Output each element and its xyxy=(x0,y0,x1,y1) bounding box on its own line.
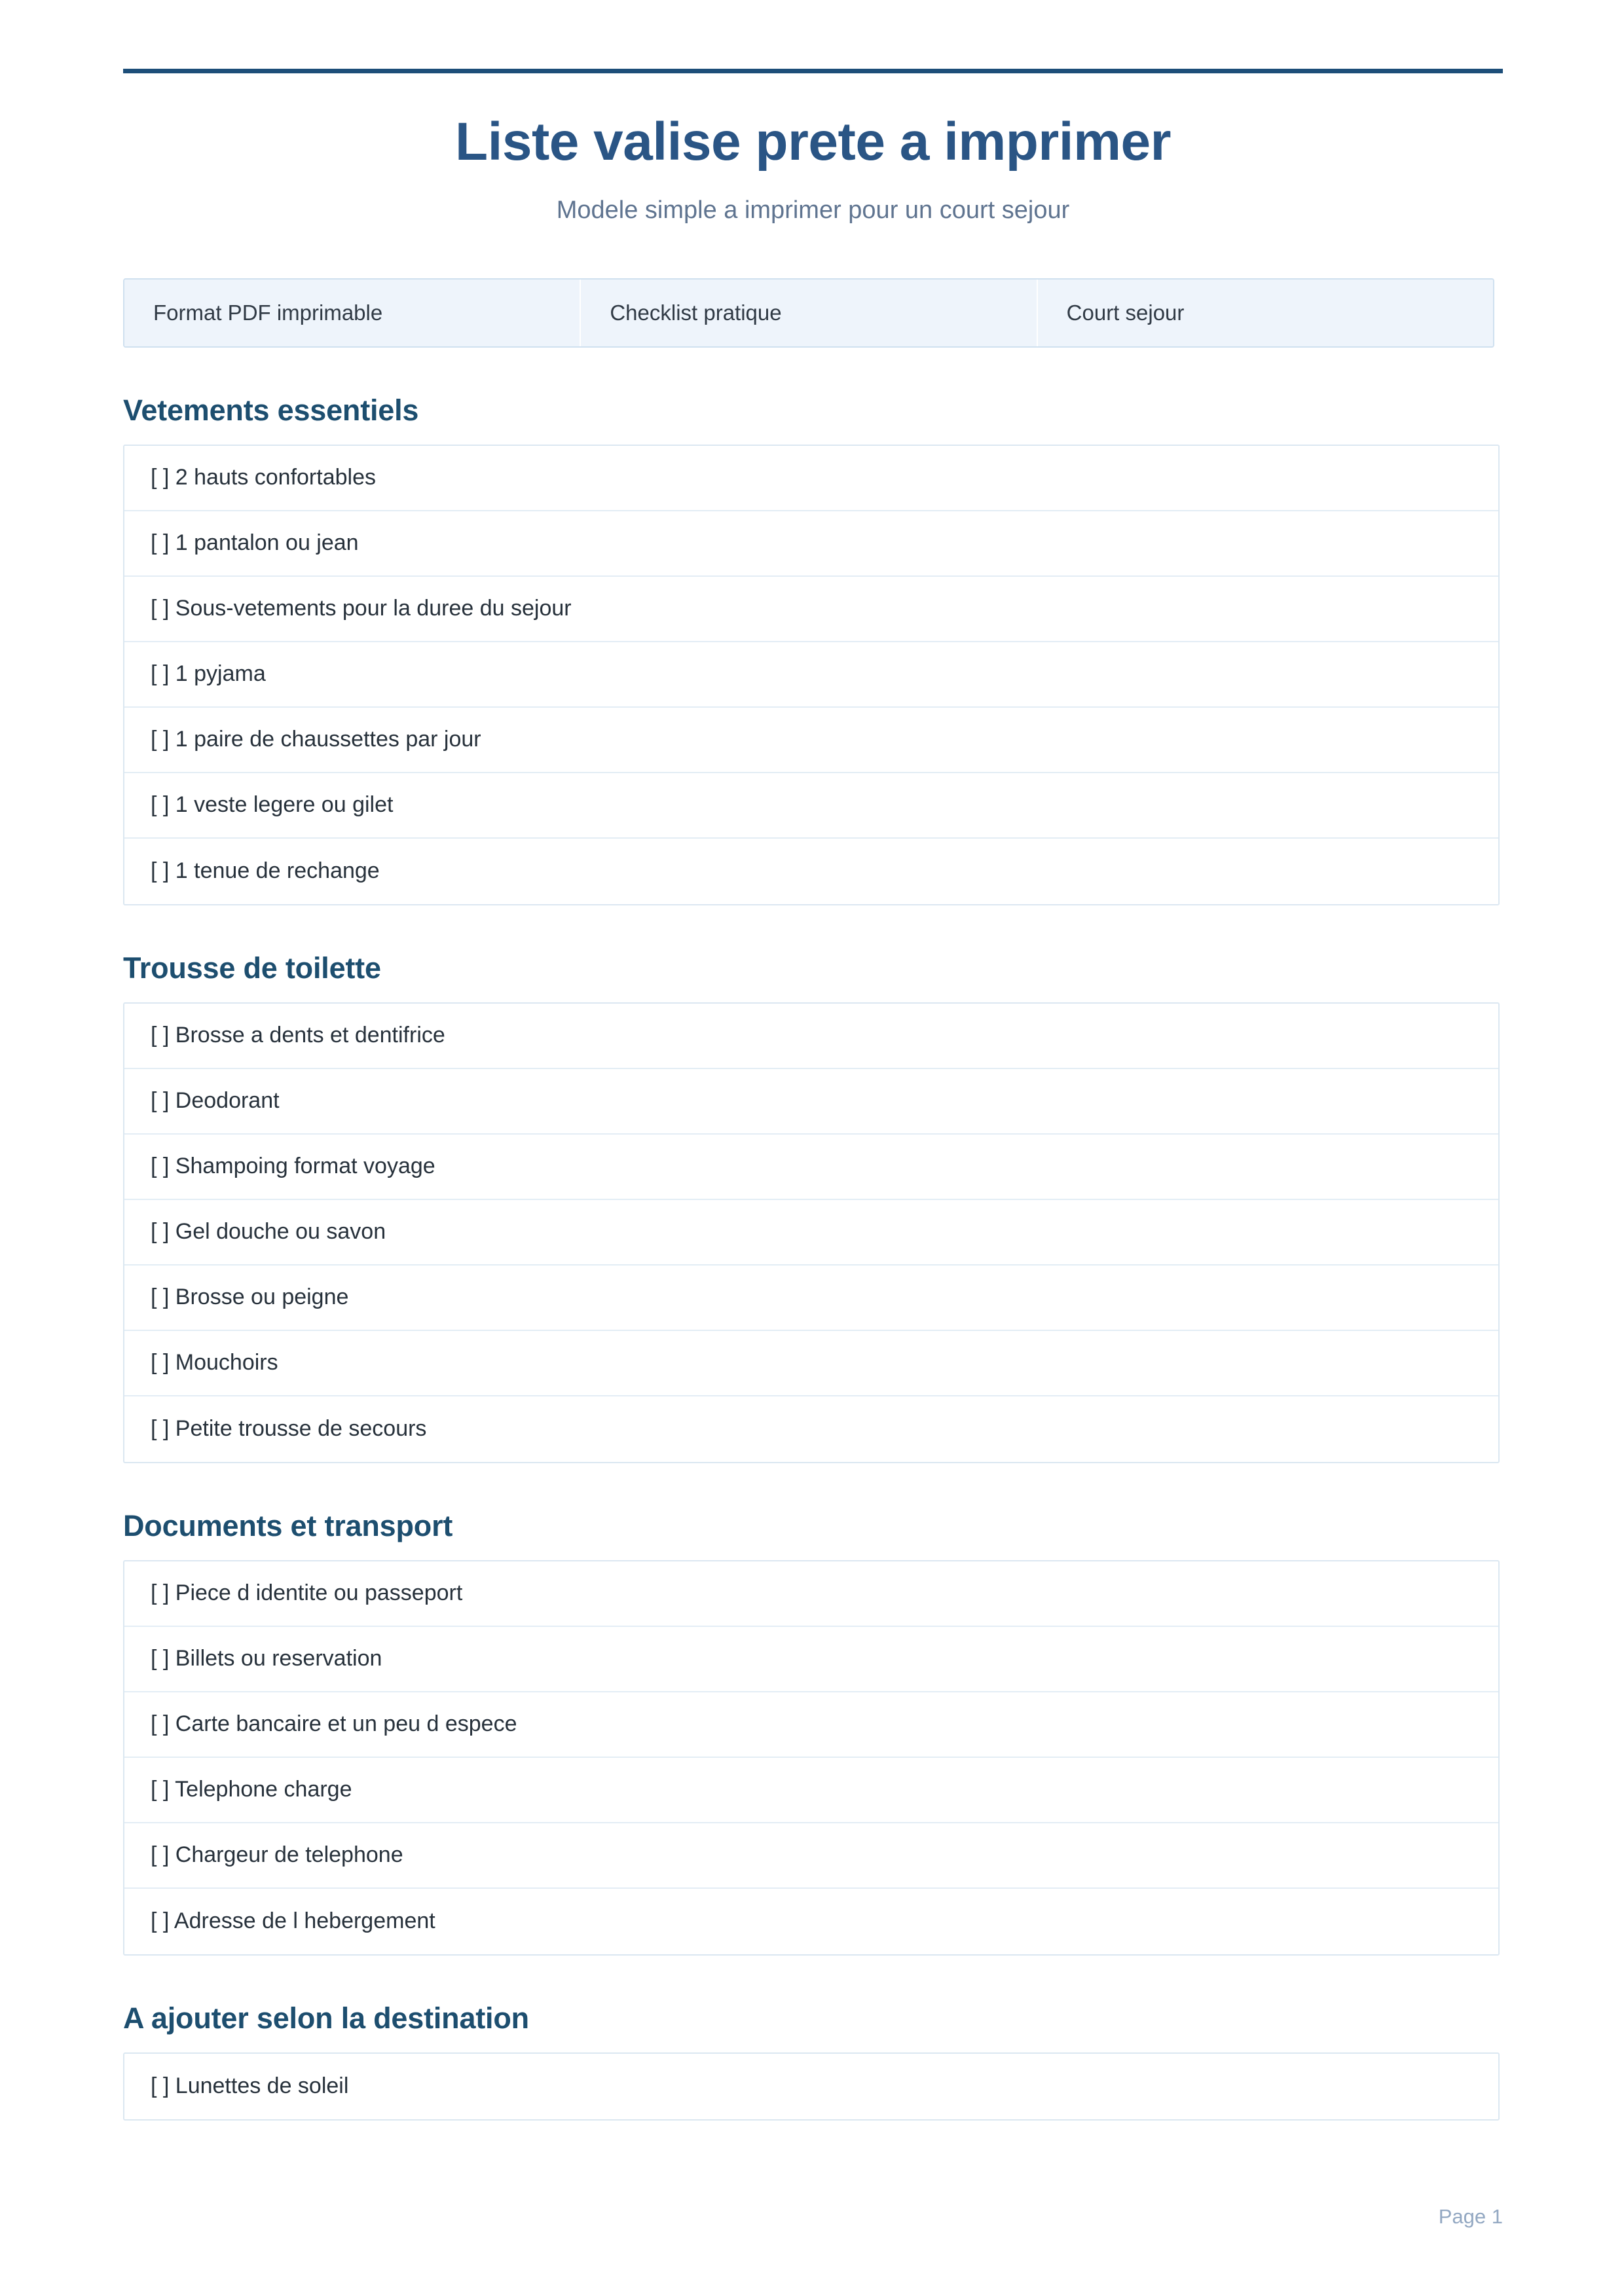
meta-badge-checklist xyxy=(581,280,1037,346)
checklist-item-label: [ ] Petite trousse de secours xyxy=(151,1416,427,1442)
document-footer xyxy=(123,2205,1503,2229)
section-heading: Vetements essentiels xyxy=(123,393,419,427)
section-trousse-de-toilette xyxy=(123,951,1503,1463)
checklist-row[interactable] xyxy=(124,1069,1498,1135)
section-heading: Trousse de toilette xyxy=(123,951,381,985)
checklist-item-label: [ ] Telephone charge xyxy=(151,1777,352,1802)
checklist-table xyxy=(123,445,1500,905)
meta-badge-format xyxy=(124,280,581,346)
checklist-item-label: [ ] Brosse ou peigne xyxy=(151,1285,349,1310)
page-subtitle: Modele simple a imprimer pour un court sejour xyxy=(556,196,1070,225)
checklist-row[interactable] xyxy=(124,1266,1498,1331)
section-heading: A ajouter selon la destination xyxy=(123,2001,529,2035)
checklist-row[interactable] xyxy=(124,708,1498,773)
checklist-row[interactable] xyxy=(124,2054,1498,2119)
page-content xyxy=(123,0,1503,2121)
meta-badge-row xyxy=(123,278,1494,348)
checklist-row[interactable] xyxy=(124,1004,1498,1069)
checklist-table xyxy=(123,1002,1500,1463)
checklist-row[interactable] xyxy=(124,839,1498,904)
checklist-row[interactable] xyxy=(124,1692,1498,1758)
section-documents-et-transport xyxy=(123,1509,1503,1956)
meta-badge-label: Format PDF imprimable xyxy=(153,300,383,325)
checklist-item-label: [ ] Deodorant xyxy=(151,1088,280,1114)
checklist-row[interactable] xyxy=(124,642,1498,708)
checklist-row[interactable] xyxy=(124,577,1498,642)
checklist-item-label: [ ] 1 veste legere ou gilet xyxy=(151,792,394,818)
checklist-table xyxy=(123,1560,1500,1956)
checklist-item-label: [ ] Sous-vetements pour la duree du sejour xyxy=(151,596,572,621)
checklist-row[interactable] xyxy=(124,1561,1498,1627)
checklist-item-label: [ ] 1 paire de chaussettes par jour xyxy=(151,727,481,752)
checklist-item-label: [ ] Adresse de l hebergement xyxy=(151,1908,435,1934)
checklist-row[interactable] xyxy=(124,1331,1498,1396)
checklist-item-label: [ ] Mouchoirs xyxy=(151,1350,278,1376)
meta-badge-duration xyxy=(1038,280,1493,346)
document-header xyxy=(123,114,1503,227)
checklist-item-label: [ ] 1 pantalon ou jean xyxy=(151,530,359,556)
meta-badge-label: Court sejour xyxy=(1066,300,1185,325)
section-a-ajouter-selon-la-destination xyxy=(123,2001,1503,2121)
checklist-row[interactable] xyxy=(124,1889,1498,1954)
checklist-item-label: [ ] 1 tenue de rechange xyxy=(151,858,380,884)
checklist-row[interactable] xyxy=(124,1823,1498,1889)
checklist-item-label: [ ] Gel douche ou savon xyxy=(151,1219,386,1245)
checklist-item-label: [ ] Billets ou reservation xyxy=(151,1646,382,1671)
checklist-table xyxy=(123,2052,1500,2121)
checklist-row[interactable] xyxy=(124,1627,1498,1692)
checklist-item-label: [ ] Piece d identite ou passeport xyxy=(151,1580,463,1606)
section-heading: Documents et transport xyxy=(123,1508,453,1542)
checklist-item-label: [ ] Brosse a dents et dentifrice xyxy=(151,1023,445,1048)
checklist-row[interactable] xyxy=(124,511,1498,577)
section-vetements-essentiels xyxy=(123,393,1503,905)
page-title: Liste valise prete a imprimer xyxy=(454,112,1172,172)
checklist-row[interactable] xyxy=(124,1200,1498,1266)
checklist-item-label: [ ] Carte bancaire et un peu d espece xyxy=(151,1711,517,1737)
checklist-row[interactable] xyxy=(124,1135,1498,1200)
checklist-item-label: [ ] Lunettes de soleil xyxy=(151,2073,349,2099)
page-number: Page 1 xyxy=(1438,2205,1503,2228)
checklist-row[interactable] xyxy=(124,1758,1498,1823)
checklist-row[interactable] xyxy=(124,446,1498,511)
checklist-item-label: [ ] 1 pyjama xyxy=(151,661,266,687)
checklist-row[interactable] xyxy=(124,773,1498,839)
checklist-row[interactable] xyxy=(124,1396,1498,1462)
checklist-item-label: [ ] 2 hauts confortables xyxy=(151,465,376,490)
checklist-item-label: [ ] Shampoing format voyage xyxy=(151,1154,435,1179)
header-rule xyxy=(123,69,1503,73)
checklist-item-label: [ ] Chargeur de telephone xyxy=(151,1842,403,1868)
meta-badge-label: Checklist pratique xyxy=(610,300,782,325)
